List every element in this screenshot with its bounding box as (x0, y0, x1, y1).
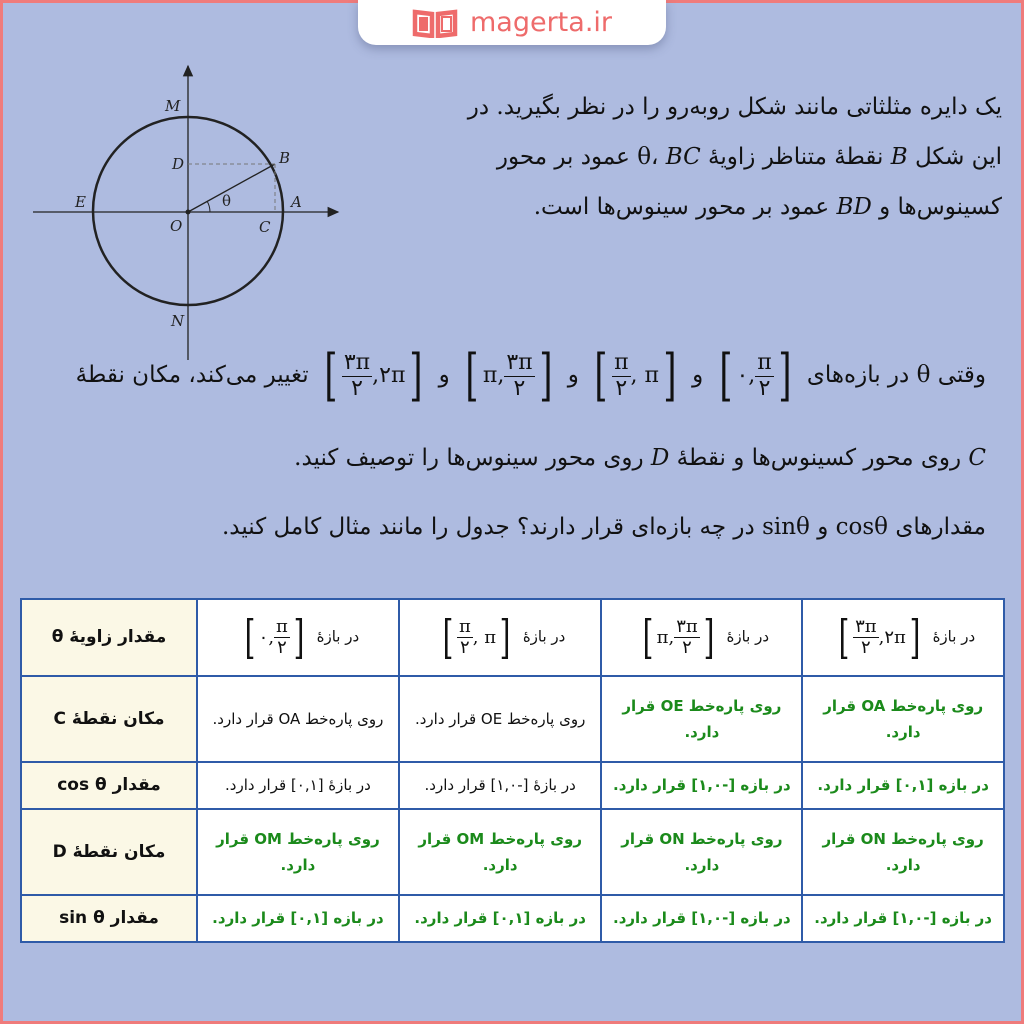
table-cell: در بازهٔ [۰,۱] قرار دارد. (197, 762, 399, 809)
row-header: مقدار sin θ (21, 895, 197, 942)
label-o: O (170, 217, 183, 235)
table-cell: روی پاره‌خط ON قرار دارد. (802, 809, 1004, 895)
table-cell: در بازهٔ [ $\frac{۳\pi}{۲}$ , ۲π ] (802, 599, 1004, 676)
label-d: D (172, 155, 185, 173)
table-row (21, 895, 1004, 942)
angle-arc (207, 201, 210, 212)
trig-table (20, 598, 1005, 943)
table-cell: روی پاره‌خط OA قرار دارد. (197, 676, 399, 762)
row-header: مقدار زاویهٔ θ (21, 599, 197, 676)
brand-banner[interactable] (358, 0, 666, 45)
label-n: N (171, 312, 185, 330)
table-cell: روی پاره‌خط OM قرار دارد. (399, 809, 602, 895)
row-header: مکان نقطهٔ C (21, 676, 197, 762)
table-cell: در بازهٔ [ ۰ , $\frac{\pi}{۲}$ ] (197, 599, 399, 676)
interval-4: [ $\frac{۳\pi}{۲}$ , ۲π ] (324, 343, 423, 408)
row-header: مکان نقطهٔ D (21, 809, 197, 895)
table-row-angle (21, 599, 1004, 676)
interval-2: [ $\frac{\pi}{۲}$ , π ] (594, 343, 677, 408)
table-cell: در بازه [۰,۱] قرار دارد. (399, 895, 602, 942)
open-book-icon (412, 8, 458, 38)
table-cell: در بازهٔ [ $\frac{\pi}{۲}$ , π ] (399, 599, 602, 676)
table-cell: روی پاره‌خط OA قرار دارد. (802, 676, 1004, 762)
label-m: M (165, 97, 181, 115)
table-cell: روی پاره‌خط OM قرار دارد. (197, 809, 399, 895)
table-instruction: مقدارهای cosθ و sinθ در چه بازه‌ای قرار دارند؟ جدول را مانند مثال کامل کنید. (221, 514, 986, 540)
radius-ob (188, 164, 275, 212)
label-theta: θ (222, 192, 232, 210)
label-a: A (291, 193, 302, 211)
intro-paragraph: یک دایره مثلثاتی مانند شکل روبه‌رو را در نظر بگیرید. در این شکل B نقطهٔ متناظر زاویهٔ θ، BC عمود بر محور کسینوس‌ها و BD عمود بر محور سینوس‌ها است. (467, 94, 1002, 220)
unit-circle-diagram (0, 50, 360, 370)
interval-1: [ ۰ , $\frac{\pi}{۲}$ ] (718, 343, 792, 408)
table-cell: روی پاره‌خط OE قرار دارد. (601, 676, 802, 762)
table-cell: در بازه [۰,۱] قرار دارد. (802, 762, 1004, 809)
table-cell: در بازه [-۱,۰] قرار دارد. (802, 895, 1004, 942)
table-cell: در بازه [۰,۱] قرار دارد. (197, 895, 399, 942)
table-row (21, 809, 1004, 895)
table-cell: در بازه [-۱,۰] قرار دارد. (601, 762, 802, 809)
question-paragraph: وقتی θ در بازه‌های [ ۰ , $\frac{\pi}{۲}$ ] و [ $\frac{\pi}{۲}$ , π ] و [ π , $\frac{۳\pi}{۲}$ ] و [ $\frac{۳\pi}{۲}$ , ۲π ] تغییر می‌کند، مکان نقطهٔ (26, 340, 986, 411)
label-b: B (279, 149, 291, 167)
label-c: C (259, 218, 271, 236)
table-cell: در بازهٔ [-۱,۰] قرار دارد. (399, 762, 602, 809)
table-cell: در بازهٔ [ π , $\frac{۳\pi}{۲}$ ] (601, 599, 802, 676)
table-row (21, 762, 1004, 809)
brand-name: magerta.ir (469, 7, 612, 38)
table-cell: روی پاره‌خط ON قرار دارد. (601, 809, 802, 895)
label-e: E (75, 193, 86, 211)
table-row (21, 676, 1004, 762)
question-paragraph-cont: C روی محور کسینوس‌ها و نقطهٔ D روی محور سینوس‌ها را توصیف کنید. (294, 445, 986, 471)
table-cell: در بازه [-۱,۰] قرار دارد. (601, 895, 802, 942)
row-header: مقدار cos θ (21, 762, 197, 809)
interval-3: [ π , $\frac{۳\pi}{۲}$ ] (465, 343, 553, 408)
table-cell: روی پاره‌خط OE قرار دارد. (399, 676, 602, 762)
